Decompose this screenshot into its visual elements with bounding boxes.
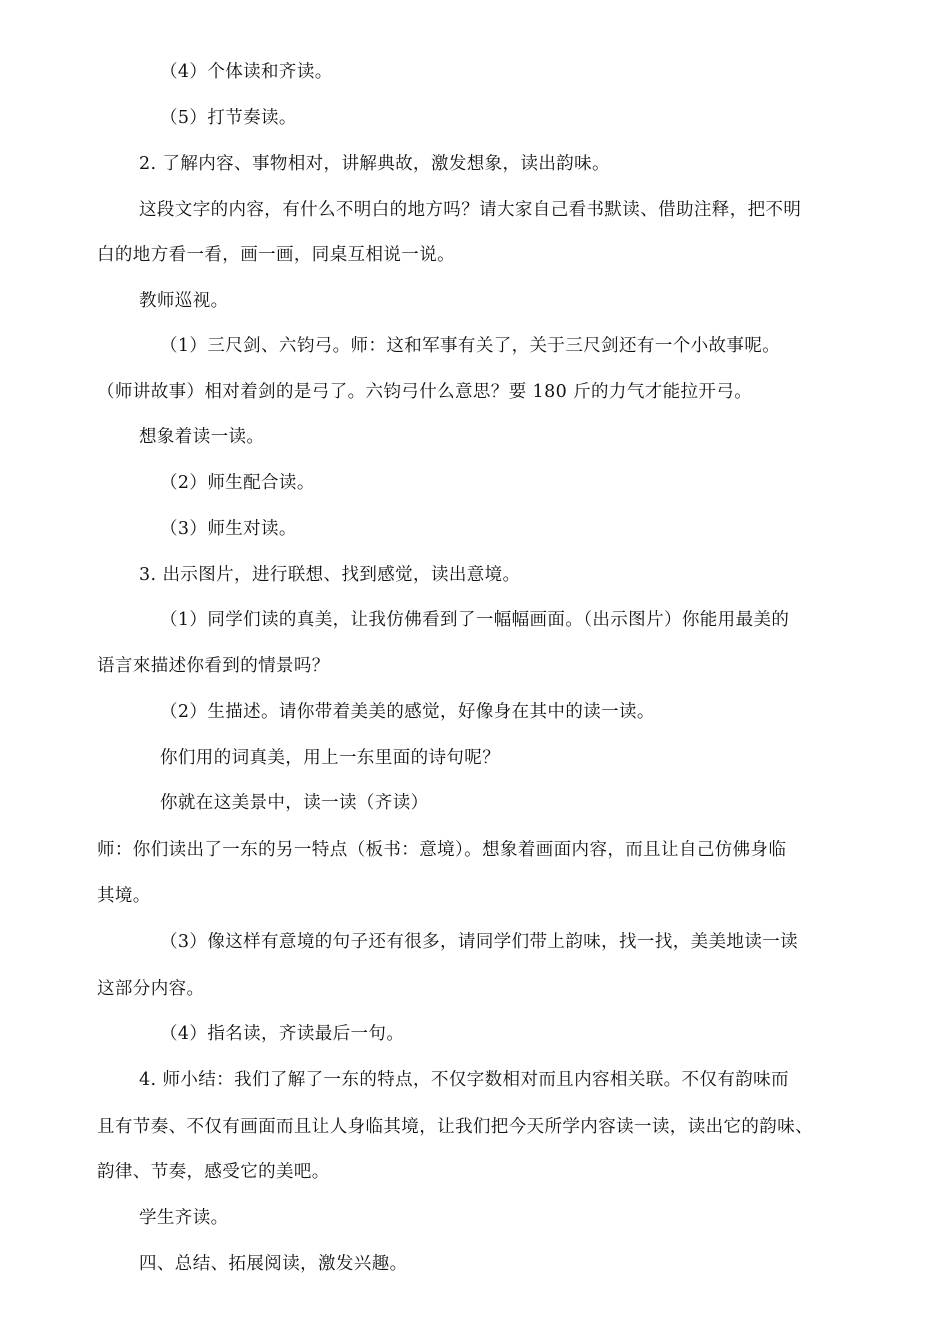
paragraph-line: 想象着读一读。 [139,427,265,447]
paragraph-line: 教师巡视。 [139,291,229,311]
paragraph-line: （4）指名读，齐读最后一句。 [160,1024,405,1044]
paragraph-line: （1）同学们读的真美，让我仿佛看到了一幅幅画面。（出示图片）你能用最美的 [160,610,790,630]
paragraph-line: 2. 了解内容、事物相对，讲解典故，激发想象，读出韵味。 [139,154,610,174]
paragraph-line: 学生齐读。 [139,1208,229,1228]
paragraph-line: 且有节奏、不仅有画面而且让人身临其境，让我们把今天所学内容读一读，读出它的韵味、 [97,1117,813,1137]
paragraph-line: 其境。 [97,886,151,906]
paragraph-line: 四、总结、拓展阅读，激发兴趣。 [139,1254,408,1274]
paragraph-line: （1）三尺剑、六钧弓。师：这和军事有关了，关于三尺剑还有一个小故事呢。 [160,336,781,356]
paragraph-line: 语言來描述你看到的情景吗？ [97,656,330,676]
paragraph-line: 这部分内容。 [97,979,205,999]
paragraph-line: （4）个体读和齐读。 [160,62,333,82]
paragraph-line: 韵律、节奏，感受它的美吧。 [97,1162,330,1182]
paragraph-line: （师讲故事）相对着剑的是弓了。六钧弓什么意思？要 180 斤的力气才能拉开弓。 [97,382,753,402]
paragraph-line: 这段文字的内容，有什么不明白的地方吗？请大家自己看书默读、借助注释，把不明 [139,200,802,220]
paragraph-line: （2）生描述。请你带着美美的感觉，好像身在其中的读一读。 [160,702,655,722]
paragraph-line: （3）像这样有意境的句子还有很多，请同学们带上韵味，找一找，美美地读一读 [160,932,799,952]
paragraph-line: （2）师生配合读。 [160,473,315,493]
paragraph-line: （3）师生对读。 [160,519,297,539]
paragraph-line: 3. 出示图片，进行联想、找到感觉，读出意境。 [139,565,521,585]
paragraph-line: 你们用的词真美，用上一东里面的诗句呢？ [160,748,501,768]
paragraph-line: 4. 师小结：我们了解了一东的特点，不仅字数相对而且内容相关联。不仅有韵味而 [139,1070,789,1090]
paragraph-line: （5）打节奏读。 [160,108,297,128]
paragraph-line: 白的地方看一看，画一画，同桌互相说一说。 [97,245,455,265]
paragraph-line: 师：你们读出了一东的另一特点（板书：意境）。想象着画面内容，而且让自己仿佛身临 [97,840,787,860]
paragraph-line: 你就在这美景中，读一读（齐读） [160,793,429,813]
